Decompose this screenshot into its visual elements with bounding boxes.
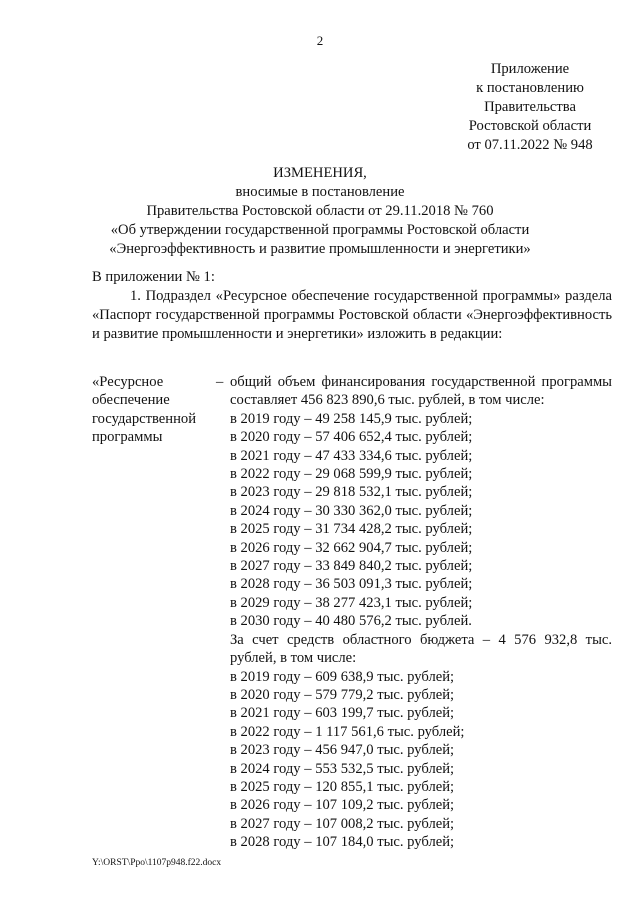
year-amount-line: в 2024 году – 30 330 362,0 тыс. рублей;	[230, 502, 473, 519]
appendix-line: Приложение	[490, 61, 570, 77]
year-amount-line: в 2024 году – 553 532,5 тыс. рублей;	[230, 760, 455, 777]
year-amount-line: в 2025 году – 120 855,1 тыс. рублей;	[230, 778, 455, 795]
item-1-paragraph: 1. Подраздел «Ресурсное обеспечение государственной программы» раздела «Паспорт государственной программы Ростовской области «Энергоэффективность и развитие промышленности и энергетики» изложить в редакции:	[92, 288, 612, 342]
title-line: Правительства Ростовской области от 29.11.2018 № 760	[146, 203, 494, 219]
year-amount-line: в 2021 году – 603 199,7 тыс. рублей;	[230, 705, 455, 722]
year-amount-line: в 2028 году – 107 184,0 тыс. рублей;	[230, 834, 455, 851]
regional-budget-text: За счет средств областного бюджета – 4 576 932,8 тыс. рублей, в том числе:	[230, 631, 612, 667]
appendix-header	[440, 60, 620, 155]
title-heading: ИЗМЕНЕНИЯ,	[273, 165, 367, 181]
year-amount-line: в 2023 году – 29 818 532,1 тыс. рублей;	[230, 484, 473, 501]
total-by-year-list	[230, 410, 612, 631]
intro-paragraph: В приложении № 1:	[92, 269, 215, 285]
year-amount-line: в 2025 году – 31 734 428,2 тыс. рублей;	[230, 521, 473, 538]
year-amount-line: в 2028 году – 36 503 091,3 тыс. рублей;	[230, 576, 473, 593]
year-amount-line: в 2030 году – 40 480 576,2 тыс. рублей.	[230, 613, 472, 630]
appendix-line: Ростовской области	[468, 118, 592, 134]
year-amount-line: в 2022 году – 1 117 561,6 тыс. рублей;	[230, 723, 465, 740]
passport-row	[92, 373, 612, 852]
passport-label-line: «Ресурсное	[92, 374, 164, 390]
passport-resources-table	[92, 373, 612, 852]
passport-label-line: государственной	[92, 410, 197, 427]
year-amount-line: в 2020 году – 579 779,2 тыс. рублей;	[230, 686, 455, 703]
year-amount-line: в 2020 году – 57 406 652,4 тыс. рублей;	[230, 429, 473, 446]
passport-dash: –	[216, 374, 224, 390]
passport-content	[230, 373, 612, 852]
year-amount-line: в 2027 году – 33 849 840,2 тыс. рублей;	[230, 558, 473, 575]
title-line: вносимые в постановление	[235, 184, 405, 200]
title-line: «Об утверждении государственной программы Ростовской области	[110, 222, 530, 238]
regional-by-year-list	[230, 668, 612, 852]
appendix-line: к постановлению	[476, 80, 584, 96]
total-financing-text: общий объем финансирования государственной программы составляет 456 823 890,6 тыс. рублей, в том числе:	[230, 374, 612, 409]
appendix-line: от 07.11.2022 № 948	[467, 137, 593, 153]
year-amount-line: в 2029 году – 38 277 423,1 тыс. рублей;	[230, 594, 473, 611]
page-number: 2	[316, 33, 324, 48]
appendix-line: Правительства	[484, 99, 576, 115]
year-amount-line: в 2022 году – 29 068 599,9 тыс. рублей;	[230, 466, 473, 483]
year-amount-line: в 2026 году – 107 109,2 тыс. рублей;	[230, 797, 455, 814]
year-amount-line: в 2027 году – 107 008,2 тыс. рублей;	[230, 815, 455, 832]
title-line: «Энергоэффективность и развитие промышленности и энергетики»	[109, 241, 531, 257]
passport-label-line: программы	[92, 429, 163, 446]
passport-label	[92, 373, 216, 852]
passport-label-line: обеспечение	[92, 392, 170, 409]
year-amount-line: в 2019 году – 609 638,9 тыс. рублей;	[230, 668, 455, 685]
year-amount-line: в 2021 году – 47 433 334,6 тыс. рублей;	[230, 447, 473, 464]
document-title	[60, 164, 580, 259]
footer-file-path: Y:\ORST\Ppo\1107p948.f22.docx	[92, 858, 222, 868]
year-amount-line: в 2019 году – 49 258 145,9 тыс. рублей;	[230, 410, 473, 427]
year-amount-line: в 2026 году – 32 662 904,7 тыс. рублей;	[230, 539, 473, 556]
year-amount-line: в 2023 году – 456 947,0 тыс. рублей;	[230, 742, 455, 759]
